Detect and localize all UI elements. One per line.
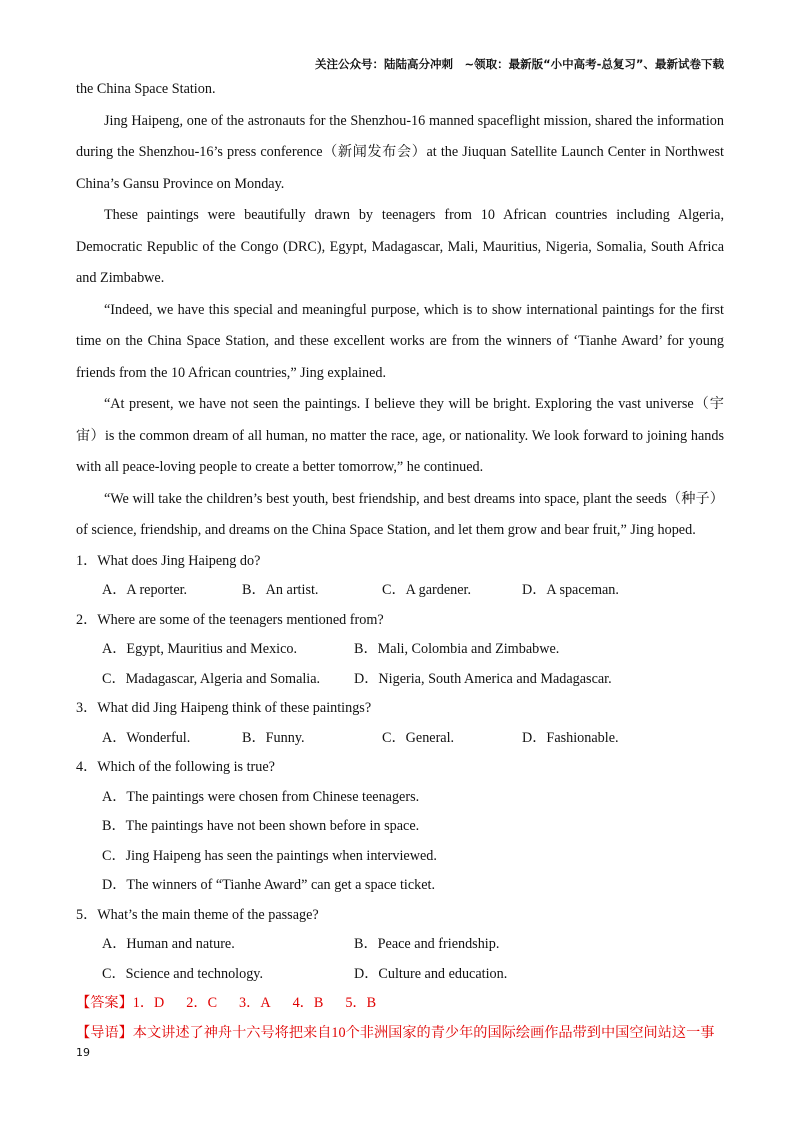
option-c: C．Jing Haipeng has seen the paintings when interviewed. xyxy=(102,847,437,864)
answer-item: 2．C xyxy=(186,995,218,1011)
option-b: B．Funny. xyxy=(242,729,305,746)
paragraph: “We will take the children’s best youth, best friendship, and best dreams into space, plant the seeds（种子）of science, friendship, and dreams on the China Space Station, and let them grow and bear fruit,” Jing hoped. xyxy=(76,490,724,538)
option-c: C．A gardener. xyxy=(382,582,472,598)
paragraph: Jing Haipeng, one of the astronauts for the Shenzhou-16 manned spaceflight mission, shared the information during the Shenzhou-16’s press conference（新闻发布会）at the Jiuquan Satellite Launch Center in Northwest China’s Gansu Province on Monday. xyxy=(76,112,724,192)
paragraph-continuation: the China Space Station. xyxy=(76,81,216,97)
page-header: 关注公众号：陆陆高分冲刺 ~领取：最新版“小中高考-总复习”、最新试卷下载 xyxy=(314,57,724,71)
guide-line: 【导语】本文讲述了神舟十六号将把来自10个非洲国家的青少年的国际绘画作品带到中国空间站这一事 xyxy=(76,1024,715,1041)
question-stem: 3．What did Jing Haipeng think of these paintings? xyxy=(76,700,372,716)
option-row xyxy=(102,635,724,665)
question-stem: 4．Which of the following is true? xyxy=(76,759,275,775)
answer-line xyxy=(76,989,724,1019)
option-row xyxy=(102,665,724,695)
option-a: A．The paintings were chosen from Chinese teenagers. xyxy=(102,788,420,805)
question-stem: 2．Where are some of the teenagers mentioned from? xyxy=(76,611,384,628)
option-b: B．Mali, Colombia and Zimbabwe. xyxy=(354,641,560,657)
answer-item: 1．D xyxy=(132,995,165,1011)
page-number: 19 xyxy=(76,1046,90,1059)
option-b: B．Peace and friendship. xyxy=(354,936,500,952)
question-stem: 1．What does Jing Haipeng do? xyxy=(76,552,261,569)
option-d: D．The winners of “Tianhe Award” can get a space ticket. xyxy=(102,877,436,893)
paragraph: “Indeed, we have this special and meaningful purpose, which is to show international paintings for the first time on the China Space Station, and these excellent works are from the winners of ‘Tianhe Award’ for young friends from the 10 African countries,” Jing explained. xyxy=(76,301,724,381)
option-a: A．Wonderful. xyxy=(102,729,191,746)
option-row xyxy=(102,960,724,990)
option-row xyxy=(102,930,724,960)
answer-item: 4．B xyxy=(292,995,324,1011)
option-c: C．Science and technology. xyxy=(102,965,264,982)
answer-label: 【答案】 xyxy=(76,995,133,1011)
paragraph: These paintings were beautifully drawn by teenagers from 10 African countries including Algeria, Democratic Republic of the Congo (DRC), Egypt, Madagascar, Mali, Mauritius, Nigeria, Somalia, South Africa and Zimbabwe. xyxy=(76,207,724,286)
option-d: D．Culture and education. xyxy=(354,965,508,982)
option-row xyxy=(102,724,724,754)
option-c: C．General. xyxy=(382,729,455,746)
option-c: C．Madagascar, Algeria and Somalia. xyxy=(102,670,321,687)
option-b: B．An artist. xyxy=(242,582,319,598)
option-row xyxy=(102,576,724,606)
option-a: A．Human and nature. xyxy=(102,936,235,952)
document-body xyxy=(76,74,724,1048)
option-d: D．Fashionable. xyxy=(522,729,619,746)
paragraph: “At present, we have not seen the paintings. I believe they will be bright. Exploring the vast universe（宇宙）is the common dream of all human, no matter the race, age, or nationality. We look forward to joining hands with all peace-loving people to create a better tomorrow,” he continued. xyxy=(76,396,724,475)
option-b: B．The paintings have not been shown before in space. xyxy=(102,818,420,834)
option-a: A．A reporter. xyxy=(102,582,188,598)
question-stem: 5．What’s the main theme of the passage? xyxy=(76,906,319,923)
option-a: A．Egypt, Mauritius and Mexico. xyxy=(102,641,298,657)
answer-item: 5．B xyxy=(345,995,377,1011)
answer-item: 3．A xyxy=(239,995,271,1011)
option-d: D．A spaceman. xyxy=(522,582,619,598)
option-d: D．Nigeria, South America and Madagascar. xyxy=(354,670,612,687)
